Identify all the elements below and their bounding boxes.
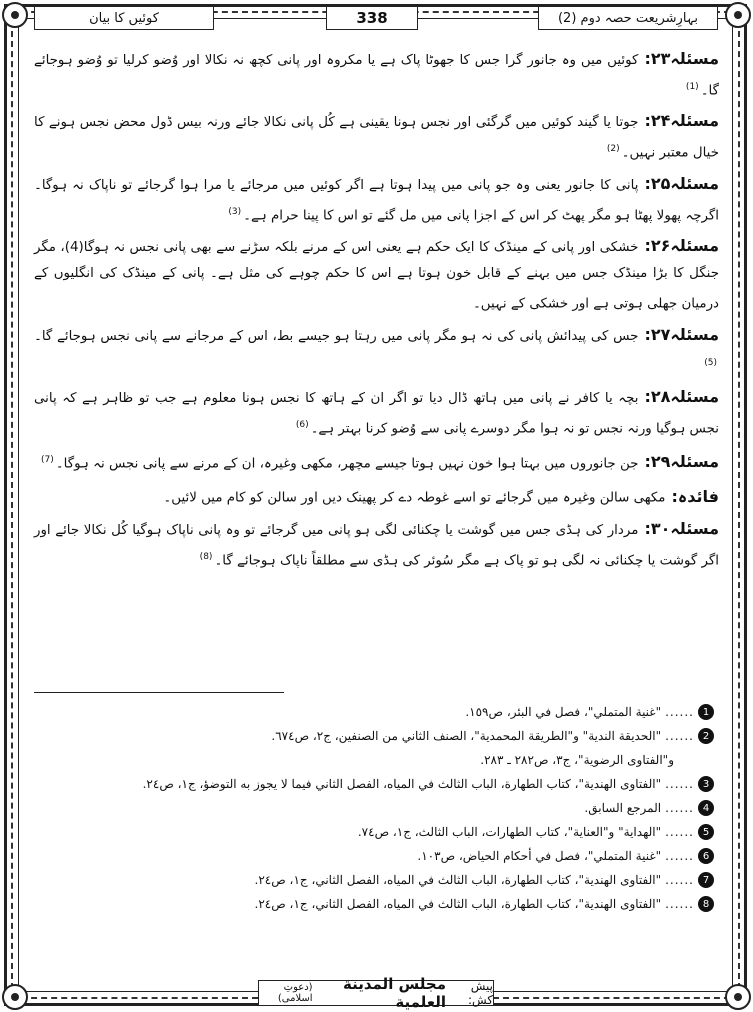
- footnote-text: و"الفتاوى الرضوية"، ج٣، ص٢٨٢ ـ ٢٨٣.: [480, 753, 674, 767]
- footnote-divider: [34, 692, 284, 693]
- footnote-item: [34, 748, 714, 772]
- footnote-number: 4: [698, 800, 714, 816]
- corner-ornament-icon: [2, 2, 28, 28]
- masala-label: مسئلہ۲۷:: [644, 324, 719, 344]
- footnote-item: [34, 796, 714, 820]
- masala-text: پانی کا جانور یعنی وہ جو پانی میں پیدا ہوتا ہے اگر کوئیں میں مرجائے یا مرا ہوا گرجائے تو ناپاک نہ ہوگا۔ اگرچہ پھولا پھٹا ہو مگر پھٹ کر اس کے اجزا پانی میں مل گئے تو اس کا پینا حرام ہے۔: [34, 177, 719, 224]
- dotted-leader-icon: ......: [665, 849, 694, 863]
- footnote-item: [34, 772, 714, 796]
- footnote-text: المرجع السابق.: [584, 801, 662, 815]
- publisher-footer: [258, 975, 494, 1011]
- footnote-ref: (6): [295, 420, 309, 431]
- footnote-item: [34, 892, 714, 916]
- masala-label: مسئلہ۲۳:: [644, 49, 719, 68]
- presenter-label: پیش کش:: [467, 979, 493, 1007]
- masala-text: کوئیں میں وہ جانور گرا جس کا جھوٹا پاک ہے یا مکروہ اور پانی کچھ نہ نکالا اور وُضو کرلیا تو وُضو ہوجائے گا۔: [34, 53, 719, 99]
- masala-29: [34, 447, 719, 477]
- masala-label: مسئلہ۲۵:: [644, 173, 719, 193]
- footnote-number: 7: [698, 872, 714, 888]
- masala-label: مسئلہ۳۰:: [644, 518, 719, 538]
- footnote-number: 2: [698, 728, 714, 744]
- footnotes: [34, 700, 714, 916]
- dotted-leader-icon: ......: [665, 729, 694, 743]
- masala-text: جوتا یا گیند کوئیں میں گرگئی اور نجس ہونا یقینی ہے کُل پانی نکالا جائے ورنہ بیس ڈول محض نجس ہونے کا خیال معتبر نہیں۔: [34, 115, 719, 161]
- book-title: بہارِشریعت حصہ دوم (2): [557, 10, 699, 26]
- footnote-number: 8: [698, 896, 714, 912]
- masala-25: [34, 171, 719, 229]
- footnote-ref: (1): [685, 82, 699, 92]
- footnote-text: "الحديقة الندية" و"الطريقة المحمدية"، الصنف الثاني من الصنفين، ج٢، ص٦٧٤.: [271, 729, 662, 743]
- masala-27: [34, 322, 719, 380]
- footnote-ref: (2): [606, 144, 620, 155]
- masala-text: مکھی سالن وغیرہ میں گرجائے تو اسے غوطہ دے کر پھینک دیں اور سالن کو کام میں لائیں۔: [163, 490, 666, 506]
- header-page-number: [326, 6, 418, 30]
- corner-ornament-icon: [725, 2, 751, 28]
- header-chapter-title: [34, 6, 214, 30]
- footnote-item: [34, 868, 714, 892]
- footnote-text: "غنية المتملي"، فصل في البئر، ص١٥٩.: [465, 705, 662, 719]
- masala-label: مسئلہ۲۸:: [644, 387, 719, 407]
- footnote-ref: (8): [199, 551, 213, 562]
- footnote-number: 6: [698, 848, 714, 864]
- dotted-leader-icon: ......: [665, 705, 694, 719]
- dotted-leader-icon: ......: [665, 825, 694, 839]
- masala-28: [34, 384, 719, 442]
- dotted-leader-icon: ......: [665, 897, 694, 911]
- masala-24: [34, 108, 719, 166]
- footnote-number: 1: [698, 704, 714, 720]
- masala-label: مسئلہ۲۴:: [644, 111, 719, 131]
- dotted-leader-icon: ......: [665, 777, 694, 791]
- footnote-text: "الفتاوى الهندية"، كتاب الطهارة، الباب الثالث في المياه، الفصل الثاني، ج١، ص٢٤.: [254, 873, 662, 887]
- footnote-text: "غنية المتملي"، فصل في أحكام الحياض، ص١٠٣.: [417, 849, 662, 863]
- footnote-text: "الفتاوى الهندية"، كتاب الطهارة، الباب الثالث في المياه، الفصل الثاني، ج١، ص٢٤.: [254, 897, 662, 911]
- masala-text: خشکی اور پانی کے مینڈک کا ایک حکم ہے یعنی اس کے مرنے بلکہ سڑنے سے بھی پانی نجس نہ ہوگا(4)، مگر جنگل کا بڑا مینڈک جس میں بہنے کے قابل خون ہوتا ہے اس کا حکم چوہے کی مثل ہے۔ پانی کے مینڈک کی انگلیوں کے درمیان جھلی ہوتی ہے اور خشکی کے نہیں۔: [34, 240, 719, 312]
- footnote-ref: (7): [41, 454, 54, 465]
- masala-text: جس کی پیدائش پانی کی نہ ہو مگر پانی میں رہتا ہو جیسے بط، اس کے مرجانے سے پانی نجس ہوجائے گا۔: [34, 328, 639, 344]
- masala-26: [34, 233, 719, 317]
- corner-ornament-icon: [725, 984, 751, 1010]
- footnote-number: 5: [698, 824, 714, 840]
- chapter-title: کوئیں کا بیان: [89, 10, 159, 26]
- header-book-title: [538, 6, 718, 30]
- dotted-leader-icon: ......: [665, 873, 694, 887]
- masala-text: مردار کی ہڈی جس میں گوشت یا چکنائی لگی ہو پانی میں گرجائے تو وہ پانی ناپاک ہوگیا کُل نکالا جائے اور اگر گوشت یا چکنائی نہ لگی ہو تو پاک ہے مگر سُوئر کی ہڈی سے مطلقاً ناپاک ہوجائے گا۔: [34, 522, 719, 569]
- publisher-name: مجلس المدينة العلمية: [342, 975, 446, 1011]
- masala-text: جن جانوروں میں بہتا ہوا خون نہیں ہوتا جیسے مچھر، مکھی وغیرہ، ان کے مرنے سے پانی نجس نہ ہوگا۔: [55, 456, 639, 472]
- masala-label: فائدہ:: [671, 486, 719, 506]
- footnote-text: "الفتاوى الهندية"، كتاب الطهارة، الباب الثالث في المياه، الفصل الثاني فيما لا يجوز به التوضؤ، ج١، ص٢٤.: [142, 777, 662, 791]
- footnote-text: "الهداية" و"العناية"، كتاب الطهارات، الباب الثالث، ج١، ص٧٤.: [357, 825, 662, 839]
- main-text: [34, 46, 719, 578]
- masala-text: بچہ یا کافر نے پانی میں ہاتھ ڈال دیا تو اگر ان کے ہاتھ کا نجس ہونا معلوم ہے جب تو ظاہر ہے کہ پانی نجس ہوگیا ورنہ نجس تو نہ ہوا مگر دوسرے پانی سے وُضو کرنا بہتر ہے۔: [34, 391, 719, 437]
- footnote-number: 3: [698, 776, 714, 792]
- footnote-item: [34, 820, 714, 844]
- page-number: 338: [356, 9, 388, 27]
- corner-ornament-icon: [2, 984, 28, 1010]
- publisher-sub: (دعوتِ اسلامی): [277, 982, 313, 1004]
- footnote-item: [34, 700, 714, 724]
- masala-23: [34, 46, 719, 104]
- footnote-item: [34, 724, 714, 748]
- masala-label: مسئلہ۲۶:: [644, 236, 719, 256]
- masala-label: مسئلہ۲۹:: [644, 452, 719, 472]
- masala-30: [34, 516, 719, 574]
- footnote-ref: (5): [704, 357, 717, 368]
- footnote-item: [34, 844, 714, 868]
- dotted-leader-icon: ......: [665, 801, 694, 815]
- footnote-ref: (3): [228, 206, 242, 217]
- faida: [34, 481, 719, 511]
